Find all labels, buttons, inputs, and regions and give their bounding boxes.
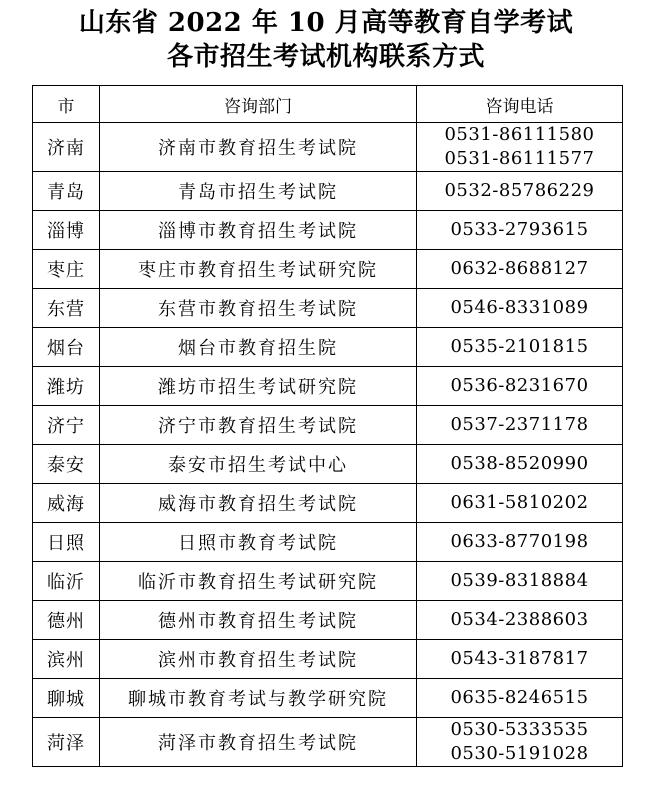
phone-cell xyxy=(417,640,623,679)
department-cell: 济宁市教育招生考试院 xyxy=(100,406,417,445)
city-cell: 聊城 xyxy=(33,679,100,718)
phone-number: 0533-2793615 xyxy=(450,219,589,240)
city-cell: 枣庄 xyxy=(33,250,100,289)
city-cell: 德州 xyxy=(33,601,100,640)
city-cell: 日照 xyxy=(33,523,100,562)
header-department: 咨询部门 xyxy=(100,86,417,123)
phone-cell xyxy=(417,211,623,250)
department-cell: 泰安市招生考试中心 xyxy=(100,445,417,484)
department-cell: 日照市教育考试院 xyxy=(100,523,417,562)
table-row xyxy=(33,679,623,718)
table-row xyxy=(33,328,623,367)
department-cell: 淄博市教育招生考试院 xyxy=(100,211,417,250)
phone-cell xyxy=(417,445,623,484)
department-cell: 威海市教育招生考试院 xyxy=(100,484,417,523)
department-cell: 潍坊市招生考试研究院 xyxy=(100,367,417,406)
city-cell: 滨州 xyxy=(33,640,100,679)
phone-cell xyxy=(417,328,623,367)
phone-number: 0530-5191028 xyxy=(450,743,589,764)
phone-cell xyxy=(417,718,623,767)
phone-cell xyxy=(417,123,623,172)
phone-cell xyxy=(417,601,623,640)
phone-number: 0530-5333535 xyxy=(450,719,589,740)
city-cell: 济南 xyxy=(33,123,100,172)
table-row xyxy=(33,367,623,406)
header-phone: 咨询电话 xyxy=(417,86,623,123)
table-row xyxy=(33,172,623,211)
phone-cell xyxy=(417,250,623,289)
city-cell: 泰安 xyxy=(33,445,100,484)
table-row xyxy=(33,250,623,289)
table-row xyxy=(33,406,623,445)
title-line-2: 各市招生考试机构联系方式 xyxy=(166,42,485,72)
phone-number: 0536-8231670 xyxy=(450,375,589,396)
phone-number: 0633-8770198 xyxy=(450,531,589,552)
phone-cell xyxy=(417,172,623,211)
phone-number: 0546-8331089 xyxy=(450,297,589,318)
phone-cell xyxy=(417,289,623,328)
phone-cell xyxy=(417,679,623,718)
table-row xyxy=(33,523,623,562)
header-city: 市 xyxy=(33,86,100,123)
department-cell: 青岛市招生考试院 xyxy=(100,172,417,211)
department-cell: 菏泽市教育招生考试院 xyxy=(100,718,417,767)
phone-number: 0539-8318884 xyxy=(450,570,589,591)
department-cell: 聊城市教育考试与教学研究院 xyxy=(100,679,417,718)
phone-number: 0532-85786229 xyxy=(444,180,595,201)
table-row xyxy=(33,718,623,767)
phone-number: 0635-8246515 xyxy=(450,687,589,708)
city-cell: 潍坊 xyxy=(33,367,100,406)
phone-number: 0531-86111577 xyxy=(444,148,595,169)
city-cell: 济宁 xyxy=(33,406,100,445)
city-cell: 菏泽 xyxy=(33,718,100,767)
contact-table xyxy=(32,85,623,767)
phone-number: 0632-8688127 xyxy=(450,258,589,279)
phone-cell xyxy=(417,562,623,601)
department-cell: 烟台市教育招生院 xyxy=(100,328,417,367)
phone-cell xyxy=(417,406,623,445)
phone-number: 0537-2371178 xyxy=(450,414,589,435)
table-row xyxy=(33,601,623,640)
department-cell: 枣庄市教育招生考试研究院 xyxy=(100,250,417,289)
table-row xyxy=(33,211,623,250)
table-row xyxy=(33,123,623,172)
phone-cell xyxy=(417,523,623,562)
table-row xyxy=(33,445,623,484)
city-cell: 临沂 xyxy=(33,562,100,601)
phone-number: 0631-5810202 xyxy=(450,492,589,513)
phone-number: 0535-2101815 xyxy=(450,336,589,357)
department-cell: 临沂市教育招生考试研究院 xyxy=(100,562,417,601)
department-cell: 德州市教育招生考试院 xyxy=(100,601,417,640)
table-row xyxy=(33,484,623,523)
table-header-row xyxy=(33,86,623,123)
department-cell: 东营市教育招生考试院 xyxy=(100,289,417,328)
table-row xyxy=(33,289,623,328)
department-cell: 滨州市教育招生考试院 xyxy=(100,640,417,679)
table-row xyxy=(33,562,623,601)
phone-cell xyxy=(417,367,623,406)
city-cell: 烟台 xyxy=(33,328,100,367)
phone-number: 0538-8520990 xyxy=(450,453,589,474)
document-title xyxy=(0,6,652,74)
phone-number: 0531-86111580 xyxy=(444,124,595,145)
table-row xyxy=(33,640,623,679)
phone-number: 0534-2388603 xyxy=(450,609,589,630)
table-body xyxy=(33,123,623,767)
city-cell: 淄博 xyxy=(33,211,100,250)
department-cell: 济南市教育招生考试院 xyxy=(100,123,417,172)
city-cell: 青岛 xyxy=(33,172,100,211)
city-cell: 威海 xyxy=(33,484,100,523)
title-line-1: 山东省 2022 年 10 月高等教育自学考试 xyxy=(78,8,574,38)
city-cell: 东营 xyxy=(33,289,100,328)
phone-cell xyxy=(417,484,623,523)
phone-number: 0543-3187817 xyxy=(450,648,589,669)
